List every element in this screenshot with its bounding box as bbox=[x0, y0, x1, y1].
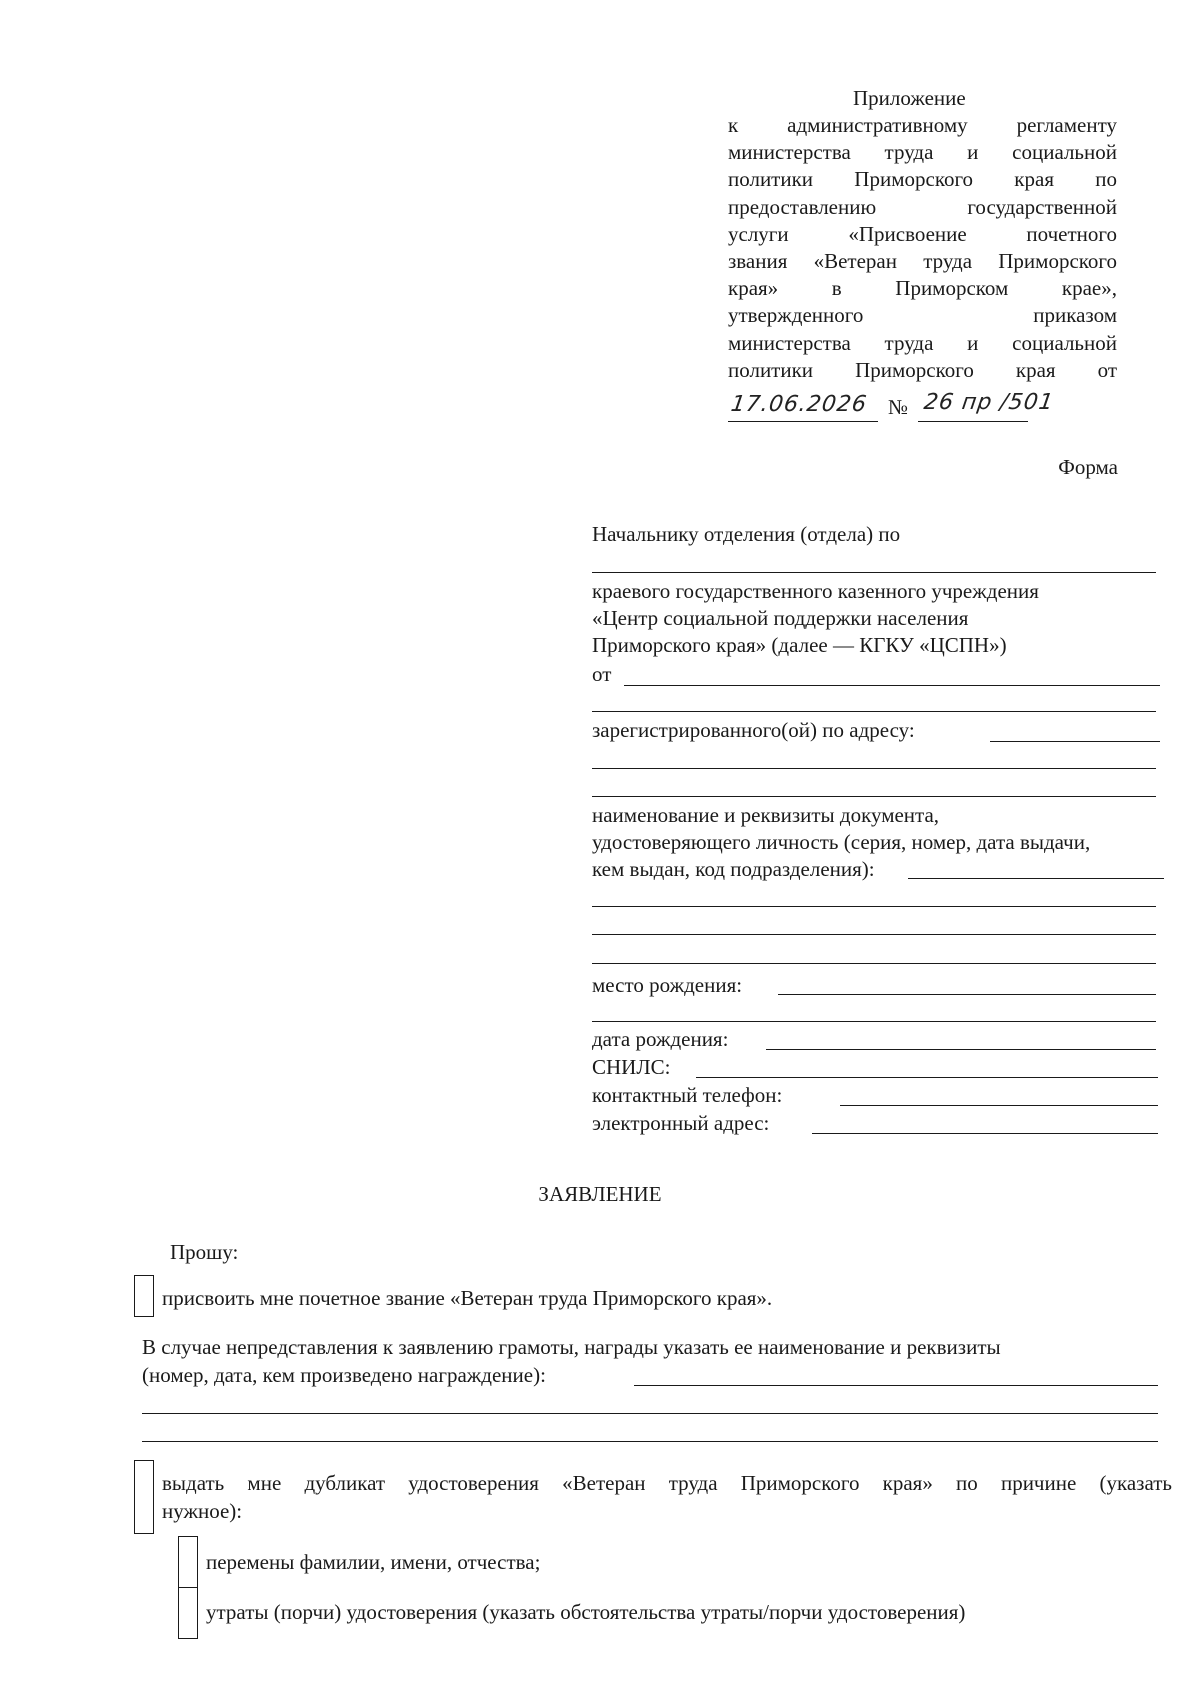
address-field-3[interactable] bbox=[592, 796, 1156, 797]
id-document-label bbox=[592, 802, 1090, 883]
from-field[interactable] bbox=[624, 685, 1160, 686]
option-duplicate-checkbox[interactable] bbox=[134, 1460, 154, 1534]
birthplace-field[interactable] bbox=[778, 994, 1156, 995]
appendix-line: министерства труда и социальной bbox=[728, 330, 1117, 355]
doc-line: удостоверяющего личность (серия, номер, дата выдачи, bbox=[592, 830, 1091, 854]
birthdate-field[interactable] bbox=[766, 1049, 1156, 1050]
snils-field[interactable] bbox=[696, 1077, 1158, 1078]
addressee-line1: Начальнику отделения (отдела) по bbox=[592, 522, 901, 546]
address-field-2[interactable] bbox=[592, 768, 1156, 769]
award-details-field-2[interactable] bbox=[142, 1413, 1158, 1414]
date-underline bbox=[728, 421, 878, 422]
statement-title: ЗАЯВЛЕНИЕ bbox=[538, 1182, 662, 1206]
appendix-line: утвержденного приказом bbox=[728, 303, 1117, 328]
email-field[interactable] bbox=[812, 1133, 1158, 1134]
appendix-line: предоставлению государственной bbox=[728, 194, 1117, 219]
doc-line: наименование и реквизиты документа, bbox=[592, 803, 940, 827]
appendix-line: политики Приморского края по bbox=[728, 167, 1117, 192]
phone-field[interactable] bbox=[840, 1105, 1158, 1106]
appendix-line: услуги «Присвоение почетного bbox=[728, 221, 1117, 246]
org-line: «Центр социальной поддержки населения bbox=[592, 606, 969, 630]
appendix-title: Приложение bbox=[853, 86, 966, 110]
order-number-handwritten: 26 пр /501 bbox=[922, 390, 1056, 415]
appendix-line: края» в Приморском крае», bbox=[728, 276, 1117, 301]
form-label: Форма bbox=[1058, 455, 1118, 479]
from-field-2[interactable] bbox=[592, 711, 1156, 712]
doc-line: кем выдан, код подразделения): bbox=[592, 857, 875, 881]
note-line2: (номер, дата, кем произведено награждение): bbox=[142, 1363, 546, 1387]
number-sign: № bbox=[888, 395, 909, 419]
from-label: от bbox=[592, 662, 612, 686]
department-field[interactable] bbox=[592, 572, 1156, 573]
organization-name bbox=[592, 578, 1039, 659]
award-details-field[interactable] bbox=[634, 1385, 1158, 1386]
id-document-field-3[interactable] bbox=[592, 934, 1156, 935]
appendix-line: звания «Ветеран труда Приморского bbox=[728, 249, 1117, 274]
org-line: краевого государственного казенного учреждения bbox=[592, 579, 1039, 603]
snils-label: СНИЛС: bbox=[592, 1055, 671, 1079]
option-duplicate-line1: выдать мне дубликат удостоверения «Ветеран труда Приморского края» по причине (указать bbox=[162, 1471, 1172, 1495]
reason-loss-checkbox[interactable] bbox=[178, 1587, 198, 1639]
phone-label: контактный телефон: bbox=[592, 1083, 783, 1107]
appendix-line: политики Приморского края от bbox=[728, 357, 1117, 382]
note-line1: В случае непредставления к заявлению грамоты, награды указать ее наименование и реквизиты bbox=[142, 1335, 1001, 1359]
option-duplicate-line2: нужное): bbox=[162, 1499, 243, 1523]
number-underline bbox=[918, 421, 1028, 422]
reason-name-change-text: перемены фамилии, имени, отчества; bbox=[206, 1550, 541, 1574]
birthplace-label: место рождения: bbox=[592, 973, 743, 997]
request-label: Прошу: bbox=[170, 1240, 239, 1264]
reason-name-change-checkbox[interactable] bbox=[178, 1536, 198, 1588]
registered-address-label: зарегистрированного(ой) по адресу: bbox=[592, 718, 915, 742]
id-document-field[interactable] bbox=[908, 878, 1164, 879]
appendix-line: к административному регламенту bbox=[728, 113, 1117, 137]
org-line: Приморского края» (далее — КГКУ «ЦСПН») bbox=[592, 633, 1007, 657]
order-date-handwritten: 17.06.2026 bbox=[729, 392, 869, 417]
option-award-checkbox[interactable] bbox=[134, 1275, 154, 1317]
id-document-field-2[interactable] bbox=[592, 906, 1156, 907]
birthplace-field-2[interactable] bbox=[592, 1021, 1156, 1022]
id-document-field-4[interactable] bbox=[592, 963, 1156, 964]
appendix-text bbox=[728, 112, 1117, 384]
option-award-text: присвоить мне почетное звание «Ветеран труда Приморского края». bbox=[162, 1286, 773, 1310]
address-field[interactable] bbox=[990, 741, 1160, 742]
award-details-field-3[interactable] bbox=[142, 1441, 1158, 1442]
appendix-line: министерства труда и социальной bbox=[728, 140, 1117, 165]
birthdate-label: дата рождения: bbox=[592, 1027, 729, 1051]
email-label: электронный адрес: bbox=[592, 1111, 770, 1135]
reason-loss-text: утраты (порчи) удостоверения (указать обстоятельства утраты/порчи удостоверения) bbox=[206, 1600, 966, 1624]
